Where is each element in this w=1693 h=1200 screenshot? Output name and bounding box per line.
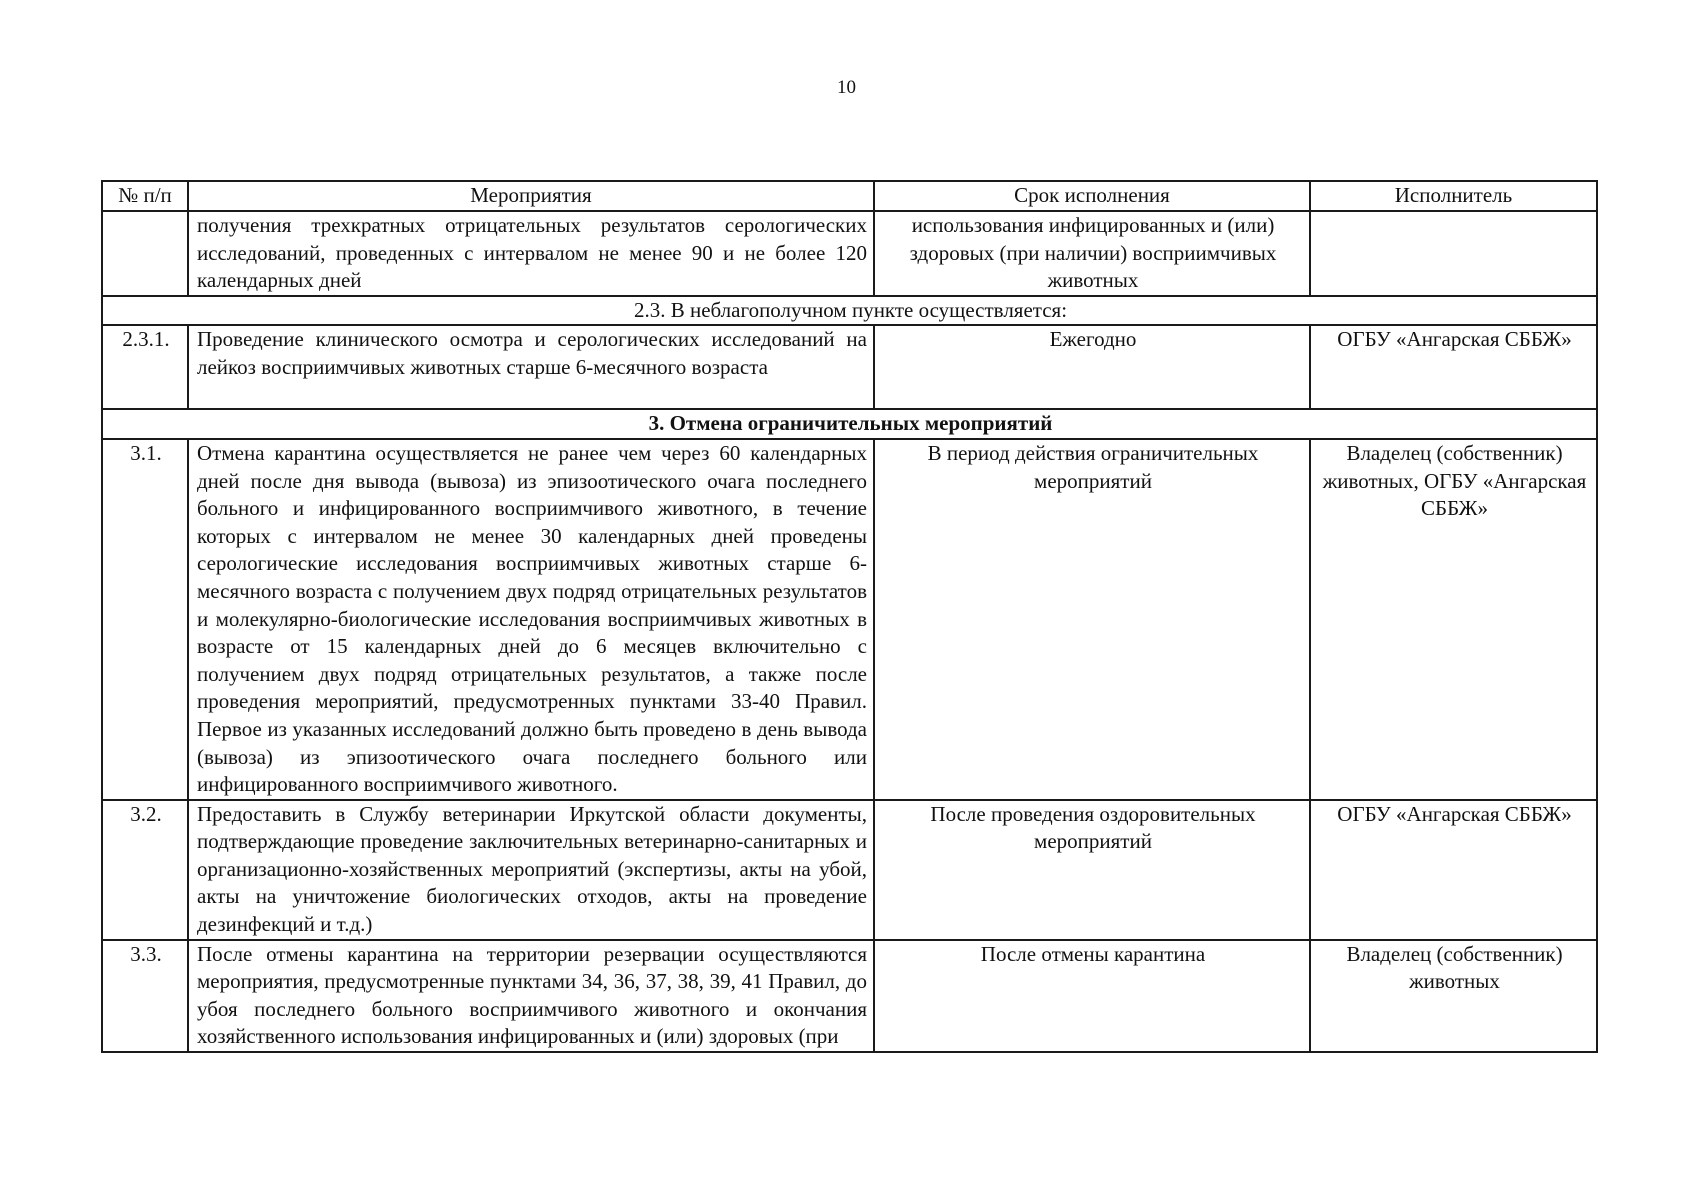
measures-table	[101, 180, 1598, 1053]
row-measure: получения трехкратных отрицательных результатов серологических исследований, проведенных с интервалом не менее 90 и не более 120 календарных дней	[188, 211, 874, 296]
header-num: № п/п	[102, 181, 188, 211]
table-row	[102, 325, 1597, 409]
table-row	[102, 439, 1597, 800]
row-measure: Проведение клинического осмотра и серологических исследований на лейкоз восприимчивых животных старше 6-месячного возраста	[188, 325, 874, 409]
row-number: 3.1.	[102, 439, 188, 800]
row-measure: Отмена карантина осуществляется не ранее чем через 60 календарных дней после дня вывода (вывоза) из эпизоотического очага последнего больного и инфицированного восприимчивого животного, в течение которых с интервалом не менее 30 календарных дней проведены серологические исследования восприимчивых животных старше 6-месячного возраста с получением двух подряд отрицательных результатов и молекулярно-биологические исследования восприимчивых животных в возрасте от 15 календарных дней до 6 месяцев включительно с получением двух подряд отрицательных результатов, а также после проведения мероприятий, предусмотренных пунктами 33-40 Правил. Первое из указанных исследований должно быть проведено в день вывода (вывоза) из эпизоотического очага последнего больного или инфицированного восприимчивого животного.	[188, 439, 874, 800]
row-executor: Владелец (собственник) животных, ОГБУ «Ангарская СББЖ»	[1310, 439, 1597, 800]
header-deadline: Срок исполнения	[874, 181, 1310, 211]
section-row	[102, 296, 1597, 326]
row-deadline: В период действия ограничительных мероприятий	[874, 439, 1310, 800]
row-number: 3.3.	[102, 940, 188, 1052]
row-number: 3.2.	[102, 800, 188, 940]
row-executor: ОГБУ «Ангарская СББЖ»	[1310, 800, 1597, 940]
row-measure: После отмены карантина на территории резервации осуществляются мероприятия, предусмотренные пунктами 34, 36, 37, 38, 39, 41 Правил, до убоя последнего больного восприимчивого животного и окончания хозяйственного использования инфицированных и (или) здоровых (при	[188, 940, 874, 1052]
row-number: 2.3.1.	[102, 325, 188, 409]
row-executor: ОГБУ «Ангарская СББЖ»	[1310, 325, 1597, 409]
row-executor: Владелец (собственник) животных	[1310, 940, 1597, 1052]
header-measures: Мероприятия	[188, 181, 874, 211]
table-row	[102, 211, 1597, 296]
header-executor: Исполнитель	[1310, 181, 1597, 211]
table-row	[102, 800, 1597, 940]
row-deadline: Ежегодно	[874, 325, 1310, 409]
row-number	[102, 211, 188, 296]
row-measure: Предоставить в Службу ветеринарии Иркутской области документы, подтверждающие проведение заключительных ветеринарно-санитарных и организационно-хозяйственных мероприятий (экспертизы, акты на убой, акты на уничтожение биологических отходов, акты на проведение дезинфекций и т.д.)	[188, 800, 874, 940]
row-deadline: После проведения оздоровительных мероприятий	[874, 800, 1310, 940]
table-row	[102, 940, 1597, 1052]
row-executor	[1310, 211, 1597, 296]
section-heading: 3. Отмена ограничительных мероприятий	[102, 409, 1597, 439]
row-deadline: использования инфицированных и (или) здоровых (при наличии) восприимчивых животных	[874, 211, 1310, 296]
section-heading: 2.3. В неблагополучном пункте осуществляется:	[102, 296, 1597, 326]
table-header-row	[102, 181, 1597, 211]
page-number: 10	[837, 77, 856, 98]
row-deadline: После отмены карантина	[874, 940, 1310, 1052]
section-row	[102, 409, 1597, 439]
